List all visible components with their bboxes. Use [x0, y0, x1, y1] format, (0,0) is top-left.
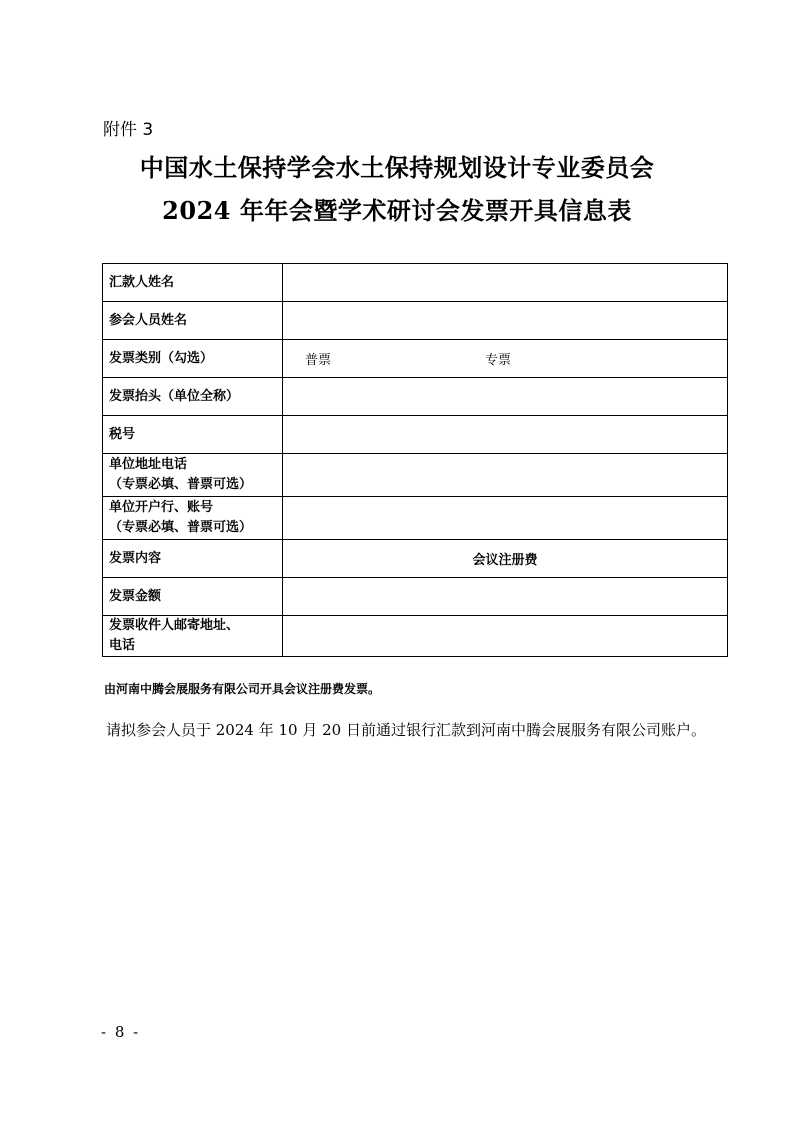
invoice-content-label: 发票内容	[103, 540, 283, 578]
remitter-name-field[interactable]	[283, 264, 728, 302]
attachment-label: 附件 3	[103, 120, 154, 140]
invoice-amount-label: 发票金额	[103, 578, 283, 616]
invoice-amount-field[interactable]	[283, 578, 728, 616]
invoice-title-label: 发票抬头（单位全称）	[103, 378, 283, 416]
table-row	[103, 578, 728, 616]
recipient-address-label	[103, 616, 283, 657]
payment-note: 请拟参会人员于 2024 年 10 月 20 日前通过银行汇款到河南中腾会展服务有限公司账户。	[106, 721, 706, 739]
company-address-phone-label-main: 单位地址电话	[109, 457, 188, 472]
company-address-phone-field[interactable]	[283, 454, 728, 497]
bank-account-label	[103, 497, 283, 540]
recipient-address-label-note: 电话	[109, 638, 136, 653]
company-address-phone-label-note: （专票必填、普票可选）	[109, 477, 253, 492]
table-row	[103, 454, 728, 497]
table-row	[103, 416, 728, 454]
table-row	[103, 540, 728, 578]
company-address-phone-label	[103, 454, 283, 497]
invoice-title-field[interactable]	[283, 378, 728, 416]
bank-account-field[interactable]	[283, 497, 728, 540]
invoice-type-label: 发票类别（勾选）	[103, 340, 283, 378]
page-number: - 8 -	[101, 1023, 141, 1041]
invoice-content-value: 会议注册费	[283, 540, 728, 578]
attendee-name-field[interactable]	[283, 302, 728, 340]
table-row	[103, 378, 728, 416]
invoice-type-option-special[interactable]: 专票	[485, 353, 512, 368]
tax-id-label: 税号	[103, 416, 283, 454]
table-row	[103, 497, 728, 540]
table-row	[103, 616, 728, 657]
recipient-address-label-main: 发票收件人邮寄地址、	[109, 618, 240, 633]
recipient-address-field[interactable]	[283, 616, 728, 657]
page-title-line-1: 中国水土保持学会水土保持规划设计专业委员会	[139, 153, 655, 182]
tax-id-field[interactable]	[283, 416, 728, 454]
table-row	[103, 264, 728, 302]
remitter-name-label: 汇款人姓名	[103, 264, 283, 302]
invoice-type-option-ordinary[interactable]: 普票	[305, 353, 332, 368]
attendee-name-label: 参会人员姓名	[103, 302, 283, 340]
issuer-note: 由河南中腾会展服务有限公司开具会议注册费发票。	[104, 682, 381, 696]
table-row	[103, 302, 728, 340]
table-row	[103, 340, 728, 378]
bank-account-label-note: （专票必填、普票可选）	[109, 520, 253, 535]
bank-account-label-main: 单位开户行、账号	[109, 500, 214, 515]
invoice-info-table	[102, 263, 728, 657]
invoice-type-field	[283, 340, 728, 378]
page-title-line-2: 2024 年年会暨学术研讨会发票开具信息表	[162, 196, 632, 225]
